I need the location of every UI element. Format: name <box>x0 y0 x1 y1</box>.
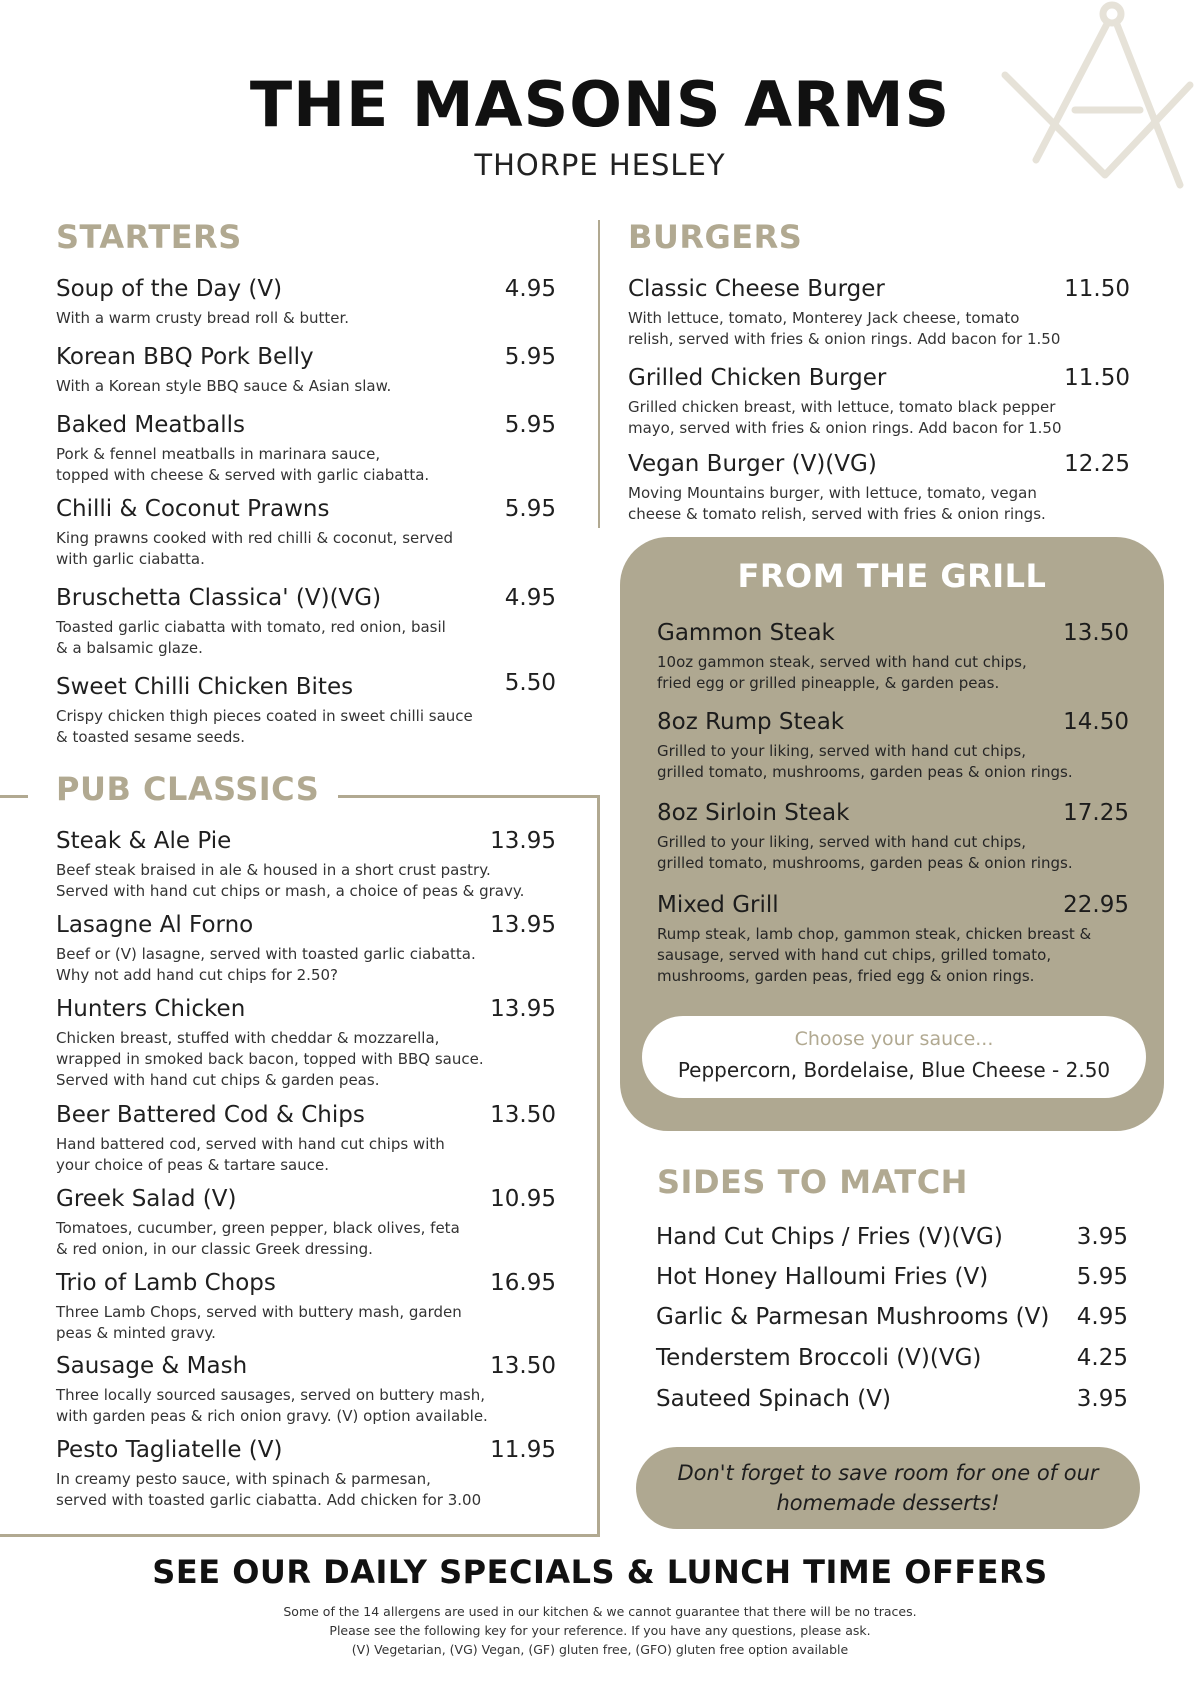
side-name: Hand Cut Chips / Fries (V)(VG) <box>656 1224 1003 1250</box>
item-description: Three Lamb Chops, served with buttery mash, garden peas & minted gravy. <box>56 1303 462 1342</box>
item-price: 17.25 <box>1063 800 1129 826</box>
side-item <box>656 1224 1128 1250</box>
side-item <box>656 1264 1128 1290</box>
item-price: 22.95 <box>1063 892 1129 918</box>
sauce-label: Choose your sauce... <box>794 1028 994 1050</box>
burgers-heading: BURGERS <box>628 218 803 256</box>
item-description: With lettuce, tomato, Monterey Jack cheese, tomato relish, served with fries & onion rings. Add bacon for 1.50 <box>628 309 1061 348</box>
menu-item <box>657 800 1129 874</box>
item-description: Three locally sourced sausages, served on buttery mash, with garden peas & rich onion gravy. (V) option available. <box>56 1386 488 1425</box>
menu-item <box>657 892 1129 987</box>
side-item <box>656 1345 1128 1371</box>
side-name: Hot Honey Halloumi Fries (V) <box>656 1264 989 1290</box>
pub-classics-heading: PUB CLASSICS <box>56 770 320 808</box>
pub-classics-rule-left <box>0 795 28 798</box>
item-description: Beef or (V) lasagne, served with toasted garlic ciabatta. Why not add hand cut chips for 2.50? <box>56 945 476 984</box>
menu-item <box>56 670 556 748</box>
restaurant-location: THORPE HESLEY <box>474 148 726 182</box>
side-price: 4.25 <box>1076 1345 1128 1371</box>
specials-banner: SEE OUR DAILY SPECIALS & LUNCH TIME OFFERS <box>152 1553 1048 1591</box>
item-name: Gammon Steak <box>657 620 835 646</box>
item-name: Korean BBQ Pork Belly <box>56 344 314 370</box>
item-name: 8oz Rump Steak <box>657 709 845 735</box>
item-description: With a warm crusty bread roll & butter. <box>56 309 350 327</box>
menu-item <box>56 912 556 986</box>
item-price: 11.50 <box>1064 365 1130 391</box>
menu-item <box>628 451 1130 525</box>
menu-item <box>56 1437 556 1511</box>
side-price: 4.95 <box>1076 1304 1128 1330</box>
item-name: Beer Battered Cod & Chips <box>56 1102 365 1128</box>
side-name: Tenderstem Broccoli (V)(VG) <box>656 1345 982 1371</box>
item-price: 10.95 <box>490 1186 556 1212</box>
menu-item <box>628 365 1130 439</box>
pub-classics-border-right <box>597 795 600 1537</box>
from-the-grill-heading: FROM THE GRILL <box>737 557 1047 595</box>
restaurant-title: THE MASONS ARMS <box>249 68 951 141</box>
item-description: Hand battered cod, served with hand cut chips with your choice of peas & tartare sauce. <box>56 1135 445 1174</box>
item-description: Pork & fennel meatballs in marinara sauce, topped with cheese & served with garlic ciabatta. <box>56 445 430 484</box>
item-name: Mixed Grill <box>657 892 779 918</box>
allergen-note-line-1: Some of the 14 allergens are used in our kitchen & we cannot guarantee that there will be no traces. <box>283 1604 917 1619</box>
allergen-note-line-2: Please see the following key for your reference. If you have any questions, please ask. <box>329 1623 871 1638</box>
menu-item <box>56 585 556 659</box>
pub-classics-rule-right <box>338 795 600 798</box>
menu-item <box>56 996 556 1091</box>
item-price: 13.50 <box>1063 620 1129 646</box>
item-description: Moving Mountains burger, with lettuce, tomato, vegan cheese & tomato relish, served with fries & onion rings. <box>628 484 1046 523</box>
allergen-key: (V) Vegetarian, (VG) Vegan, (GF) gluten free, (GFO) gluten free option available <box>351 1642 849 1657</box>
item-price: 11.95 <box>490 1437 556 1463</box>
item-name: Chilli & Coconut Prawns <box>56 496 330 522</box>
item-description: Tomatoes, cucumber, green pepper, black olives, feta & red onion, in our classic Greek dressing. <box>56 1219 460 1258</box>
menu-item <box>56 1353 556 1427</box>
item-name: Hunters Chicken <box>56 996 246 1022</box>
item-name: 8oz Sirloin Steak <box>657 800 850 826</box>
menu-item <box>657 709 1129 783</box>
menu-item <box>56 1102 556 1176</box>
column-divider <box>598 220 600 528</box>
item-price: 5.50 <box>504 670 556 696</box>
dessert-reminder <box>636 1447 1140 1529</box>
side-price: 3.95 <box>1076 1224 1128 1250</box>
item-description: With a Korean style BBQ sauce & Asian slaw. <box>56 377 392 395</box>
menu-item <box>657 620 1129 694</box>
menu-item <box>56 496 556 570</box>
item-description: Chicken breast, stuffed with cheddar & mozzarella, wrapped in smoked back bacon, topped with BBQ sauce. Served with hand cut chips & garden peas. <box>56 1029 484 1089</box>
menu-item <box>56 1186 556 1260</box>
item-description: Rump steak, lamb chop, gammon steak, chicken breast & sausage, served with hand cut chips, grilled tomato, mushrooms, garden peas, fried egg & onion rings. <box>657 925 1092 985</box>
item-description: Grilled chicken breast, with lettuce, tomato black pepper mayo, served with fries & onion rings. Add bacon for 1.50 <box>628 398 1062 437</box>
item-price: 13.95 <box>490 996 556 1022</box>
item-price: 5.95 <box>504 412 556 438</box>
item-description: Toasted garlic ciabatta with tomato, red onion, basil & a balsamic glaze. <box>56 618 446 657</box>
item-price: 12.25 <box>1064 451 1130 477</box>
item-description: Grilled to your liking, served with hand cut chips, grilled tomato, mushrooms, garden peas & onion rings. <box>657 742 1073 781</box>
item-name: Grilled Chicken Burger <box>628 365 887 391</box>
item-description: 10oz gammon steak, served with hand cut chips, fried egg or grilled pineapple, & garden peas. <box>657 653 1027 692</box>
square-and-compass-icon <box>1000 0 1200 200</box>
item-name: Lasagne Al Forno <box>56 912 254 938</box>
item-name: Vegan Burger (V)(VG) <box>628 451 877 477</box>
dessert-line-2: homemade desserts! <box>776 1491 1000 1515</box>
item-name: Baked Meatballs <box>56 412 245 438</box>
item-price: 16.95 <box>490 1270 556 1296</box>
item-description: Beef steak braised in ale & housed in a short crust pastry. Served with hand cut chips or mash, a choice of peas & gravy. <box>56 861 525 900</box>
item-name: Bruschetta Classica' (V)(VG) <box>56 585 382 611</box>
menu-item <box>56 828 556 902</box>
item-price: 14.50 <box>1063 709 1129 735</box>
item-name: Sausage & Mash <box>56 1353 248 1379</box>
side-name: Garlic & Parmesan Mushrooms (V) <box>656 1304 1050 1330</box>
item-description: King prawns cooked with red chilli & coconut, served with garlic ciabatta. <box>56 529 454 568</box>
item-name: Pesto Tagliatelle (V) <box>56 1437 283 1463</box>
item-price: 5.95 <box>504 496 556 522</box>
side-price: 3.95 <box>1076 1386 1128 1412</box>
pub-classics-border-bottom <box>0 1534 600 1537</box>
item-name: Classic Cheese Burger <box>628 276 885 302</box>
sauce-options-card <box>642 1016 1146 1098</box>
item-price: 5.95 <box>504 344 556 370</box>
menu-item <box>56 412 556 486</box>
menu-item <box>628 276 1130 350</box>
dessert-line-1: Don't forget to save room for one of our <box>677 1461 1099 1485</box>
item-description: Crispy chicken thigh pieces coated in sweet chilli sauce & toasted sesame seeds. <box>56 707 473 746</box>
menu-item <box>56 344 556 397</box>
item-price: 4.95 <box>504 585 556 611</box>
side-price: 5.95 <box>1076 1264 1128 1290</box>
starters-heading: STARTERS <box>56 218 242 256</box>
side-name: Sauteed Spinach (V) <box>656 1386 891 1412</box>
item-price: 4.95 <box>504 276 556 302</box>
item-price: 13.50 <box>490 1353 556 1379</box>
item-name: Trio of Lamb Chops <box>56 1270 276 1296</box>
sides-heading: SIDES TO MATCH <box>657 1163 968 1201</box>
side-item <box>656 1304 1128 1330</box>
item-name: Soup of the Day (V) <box>56 276 283 302</box>
side-item <box>656 1386 1128 1412</box>
item-description: Grilled to your liking, served with hand cut chips, grilled tomato, mushrooms, garden peas & onion rings. <box>657 833 1073 872</box>
item-price: 13.50 <box>490 1102 556 1128</box>
item-name: Steak & Ale Pie <box>56 828 232 854</box>
menu-item <box>56 276 556 329</box>
item-price: 13.95 <box>490 912 556 938</box>
item-name: Greek Salad (V) <box>56 1186 237 1212</box>
item-price: 13.95 <box>490 828 556 854</box>
item-price: 11.50 <box>1064 276 1130 302</box>
item-name: Sweet Chilli Chicken Bites <box>56 674 354 700</box>
sauce-options: Peppercorn, Bordelaise, Blue Cheese - 2.50 <box>677 1058 1111 1082</box>
item-description: In creamy pesto sauce, with spinach & parmesan, served with toasted garlic ciabatta. Add chicken for 3.00 <box>56 1470 482 1509</box>
menu-item <box>56 1270 556 1344</box>
